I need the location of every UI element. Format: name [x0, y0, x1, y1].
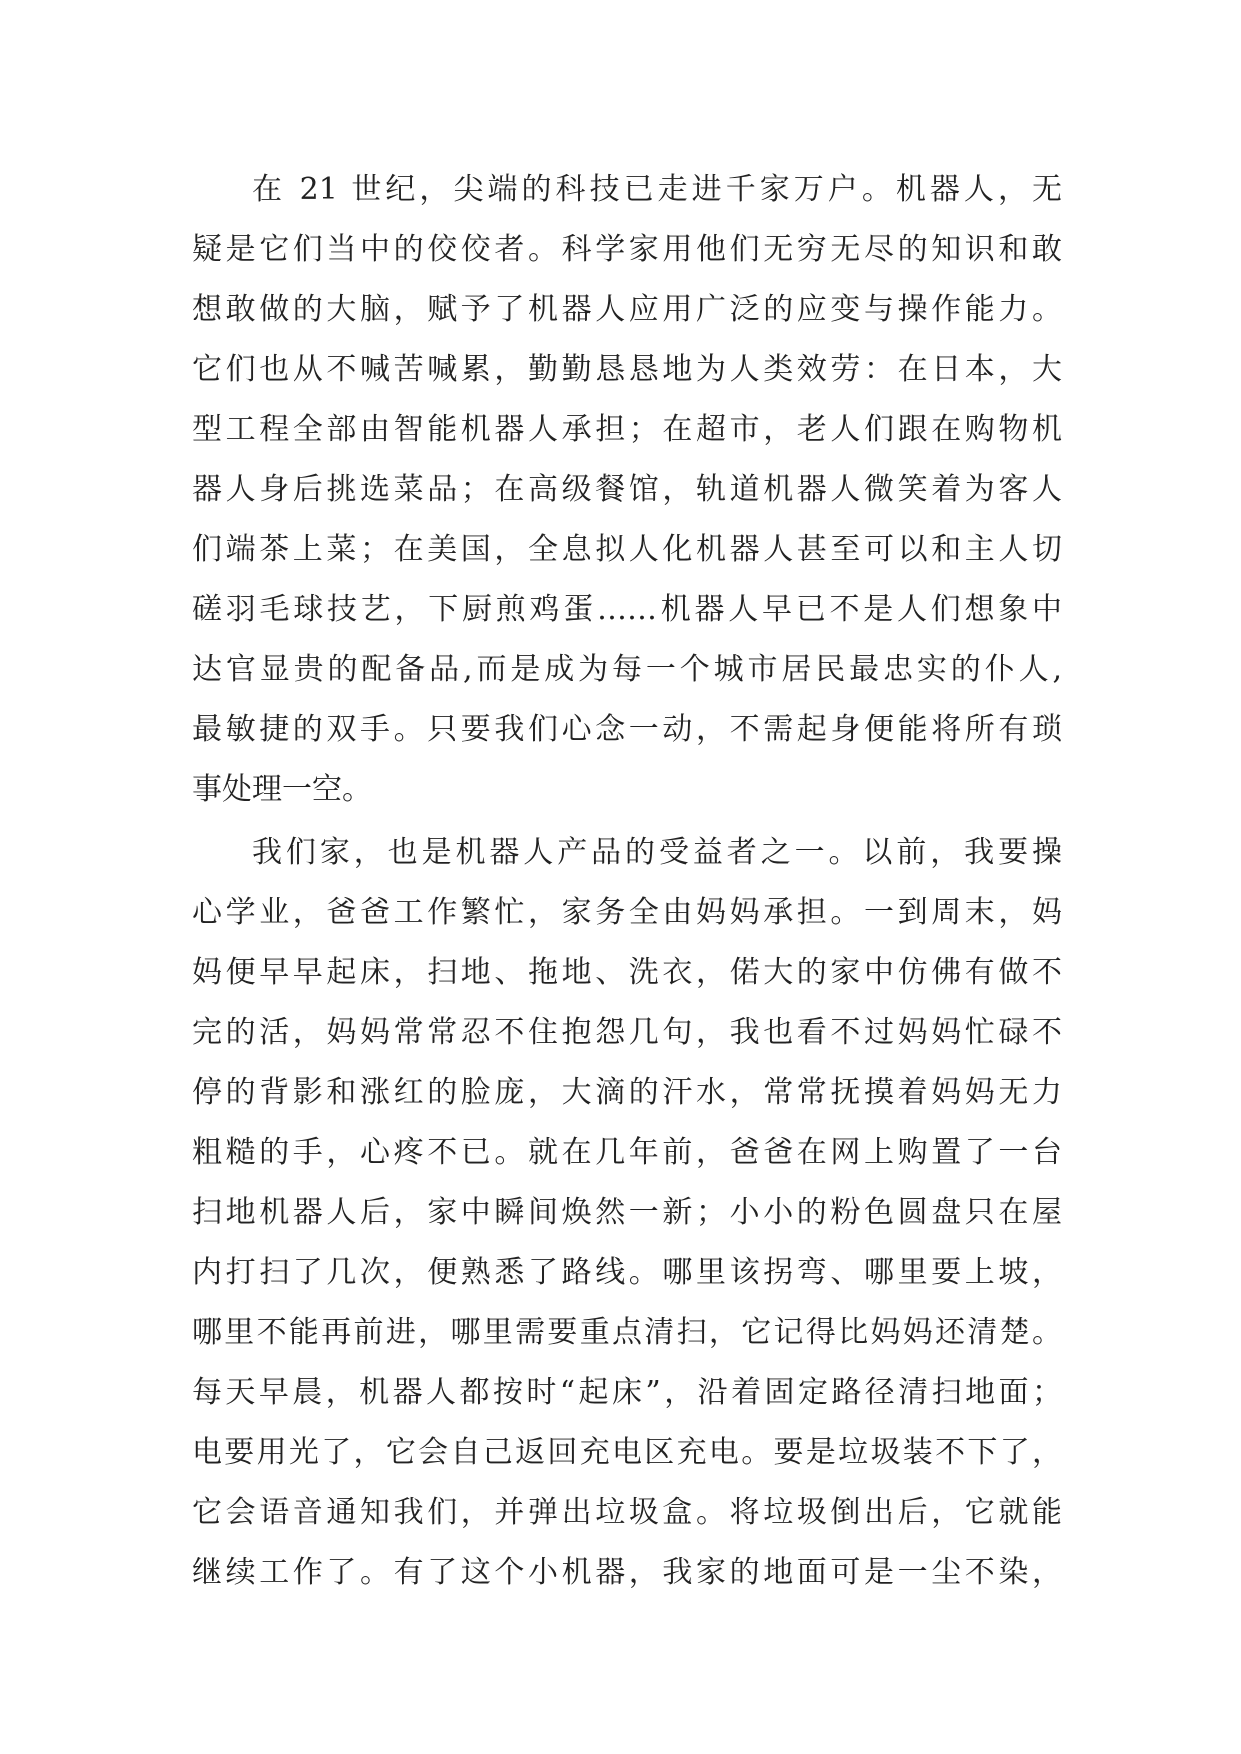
paragraph-line: 每天早晨，机器人都按时“起床”，沿着固定路径清扫地面； [192, 1375, 1062, 1410]
paragraph-line: 型工程全部由智能机器人承担；在超市，老人们跟在购物机 [192, 412, 1062, 447]
paragraph-line: 磋羽毛球技艺，下厨煎鸡蛋……机器人早已不是人们想象中 [192, 592, 1062, 627]
paragraph-line: 想敢做的大脑，赋予了机器人应用广泛的应变与操作能力。 [192, 292, 1062, 327]
paragraph-1 [192, 160, 1062, 820]
paragraph-line: 在 21 世纪，尖端的科技已走进千家万户。机器人，无 [252, 172, 1062, 207]
paragraph-line: 们端茶上菜；在美国，全息拟人化机器人甚至可以和主人切 [192, 532, 1062, 567]
paragraph-line: 妈便早早起床，扫地、拖地、洗衣，偌大的家中仿佛有做不 [192, 955, 1062, 990]
paragraph-line: 我们家，也是机器人产品的受益者之一。以前，我要操 [252, 835, 1062, 870]
paragraph-line: 内打扫了几次，便熟悉了路线。哪里该拐弯、哪里要上坡， [192, 1255, 1062, 1290]
paragraph-line: 粗糙的手，心疼不已。就在几年前，爸爸在网上购置了一台 [192, 1135, 1062, 1170]
paragraph-line: 心学业，爸爸工作繁忙，家务全由妈妈承担。一到周末，妈 [192, 895, 1062, 930]
paragraph-line: 最敏捷的双手。只要我们心念一动，不需起身便能将所有琐 [192, 712, 1062, 747]
paragraph-line: 扫地机器人后，家中瞬间焕然一新；小小的粉色圆盘只在屋 [192, 1195, 1062, 1230]
paragraph-line: 疑是它们当中的佼佼者。科学家用他们无穷无尽的知识和敢 [192, 232, 1062, 267]
paragraph-line: 它会语音通知我们，并弹出垃圾盒。将垃圾倒出后，它就能 [192, 1495, 1062, 1530]
paragraph-line: 电要用光了，它会自己返回充电区充电。要是垃圾装不下了， [192, 1435, 1062, 1470]
paragraph-line: 达官显贵的配备品,而是成为每一个城市居民最忠实的仆人, [192, 652, 1062, 687]
paragraph-line: 器人身后挑选菜品；在高级餐馆，轨道机器人微笑着为客人 [192, 472, 1062, 507]
paragraph-line: 事处理一空。 [192, 772, 372, 807]
paragraph-2 [192, 823, 1062, 1603]
paragraph-line: 完的活，妈妈常常忍不住抱怨几句，我也看不过妈妈忙碌不 [192, 1015, 1062, 1050]
paragraph-line: 继续工作了。有了这个小机器，我家的地面可是一尘不染， [192, 1555, 1062, 1590]
paragraph-line: 停的背影和涨红的脸庞，大滴的汗水，常常抚摸着妈妈无力 [192, 1075, 1062, 1110]
document-body [192, 160, 1062, 1603]
paragraph-line: 哪里不能再前进，哪里需要重点清扫，它记得比妈妈还清楚。 [192, 1315, 1062, 1350]
paragraph-line: 它们也从不喊苦喊累，勤勤恳恳地为人类效劳：在日本，大 [192, 352, 1062, 387]
